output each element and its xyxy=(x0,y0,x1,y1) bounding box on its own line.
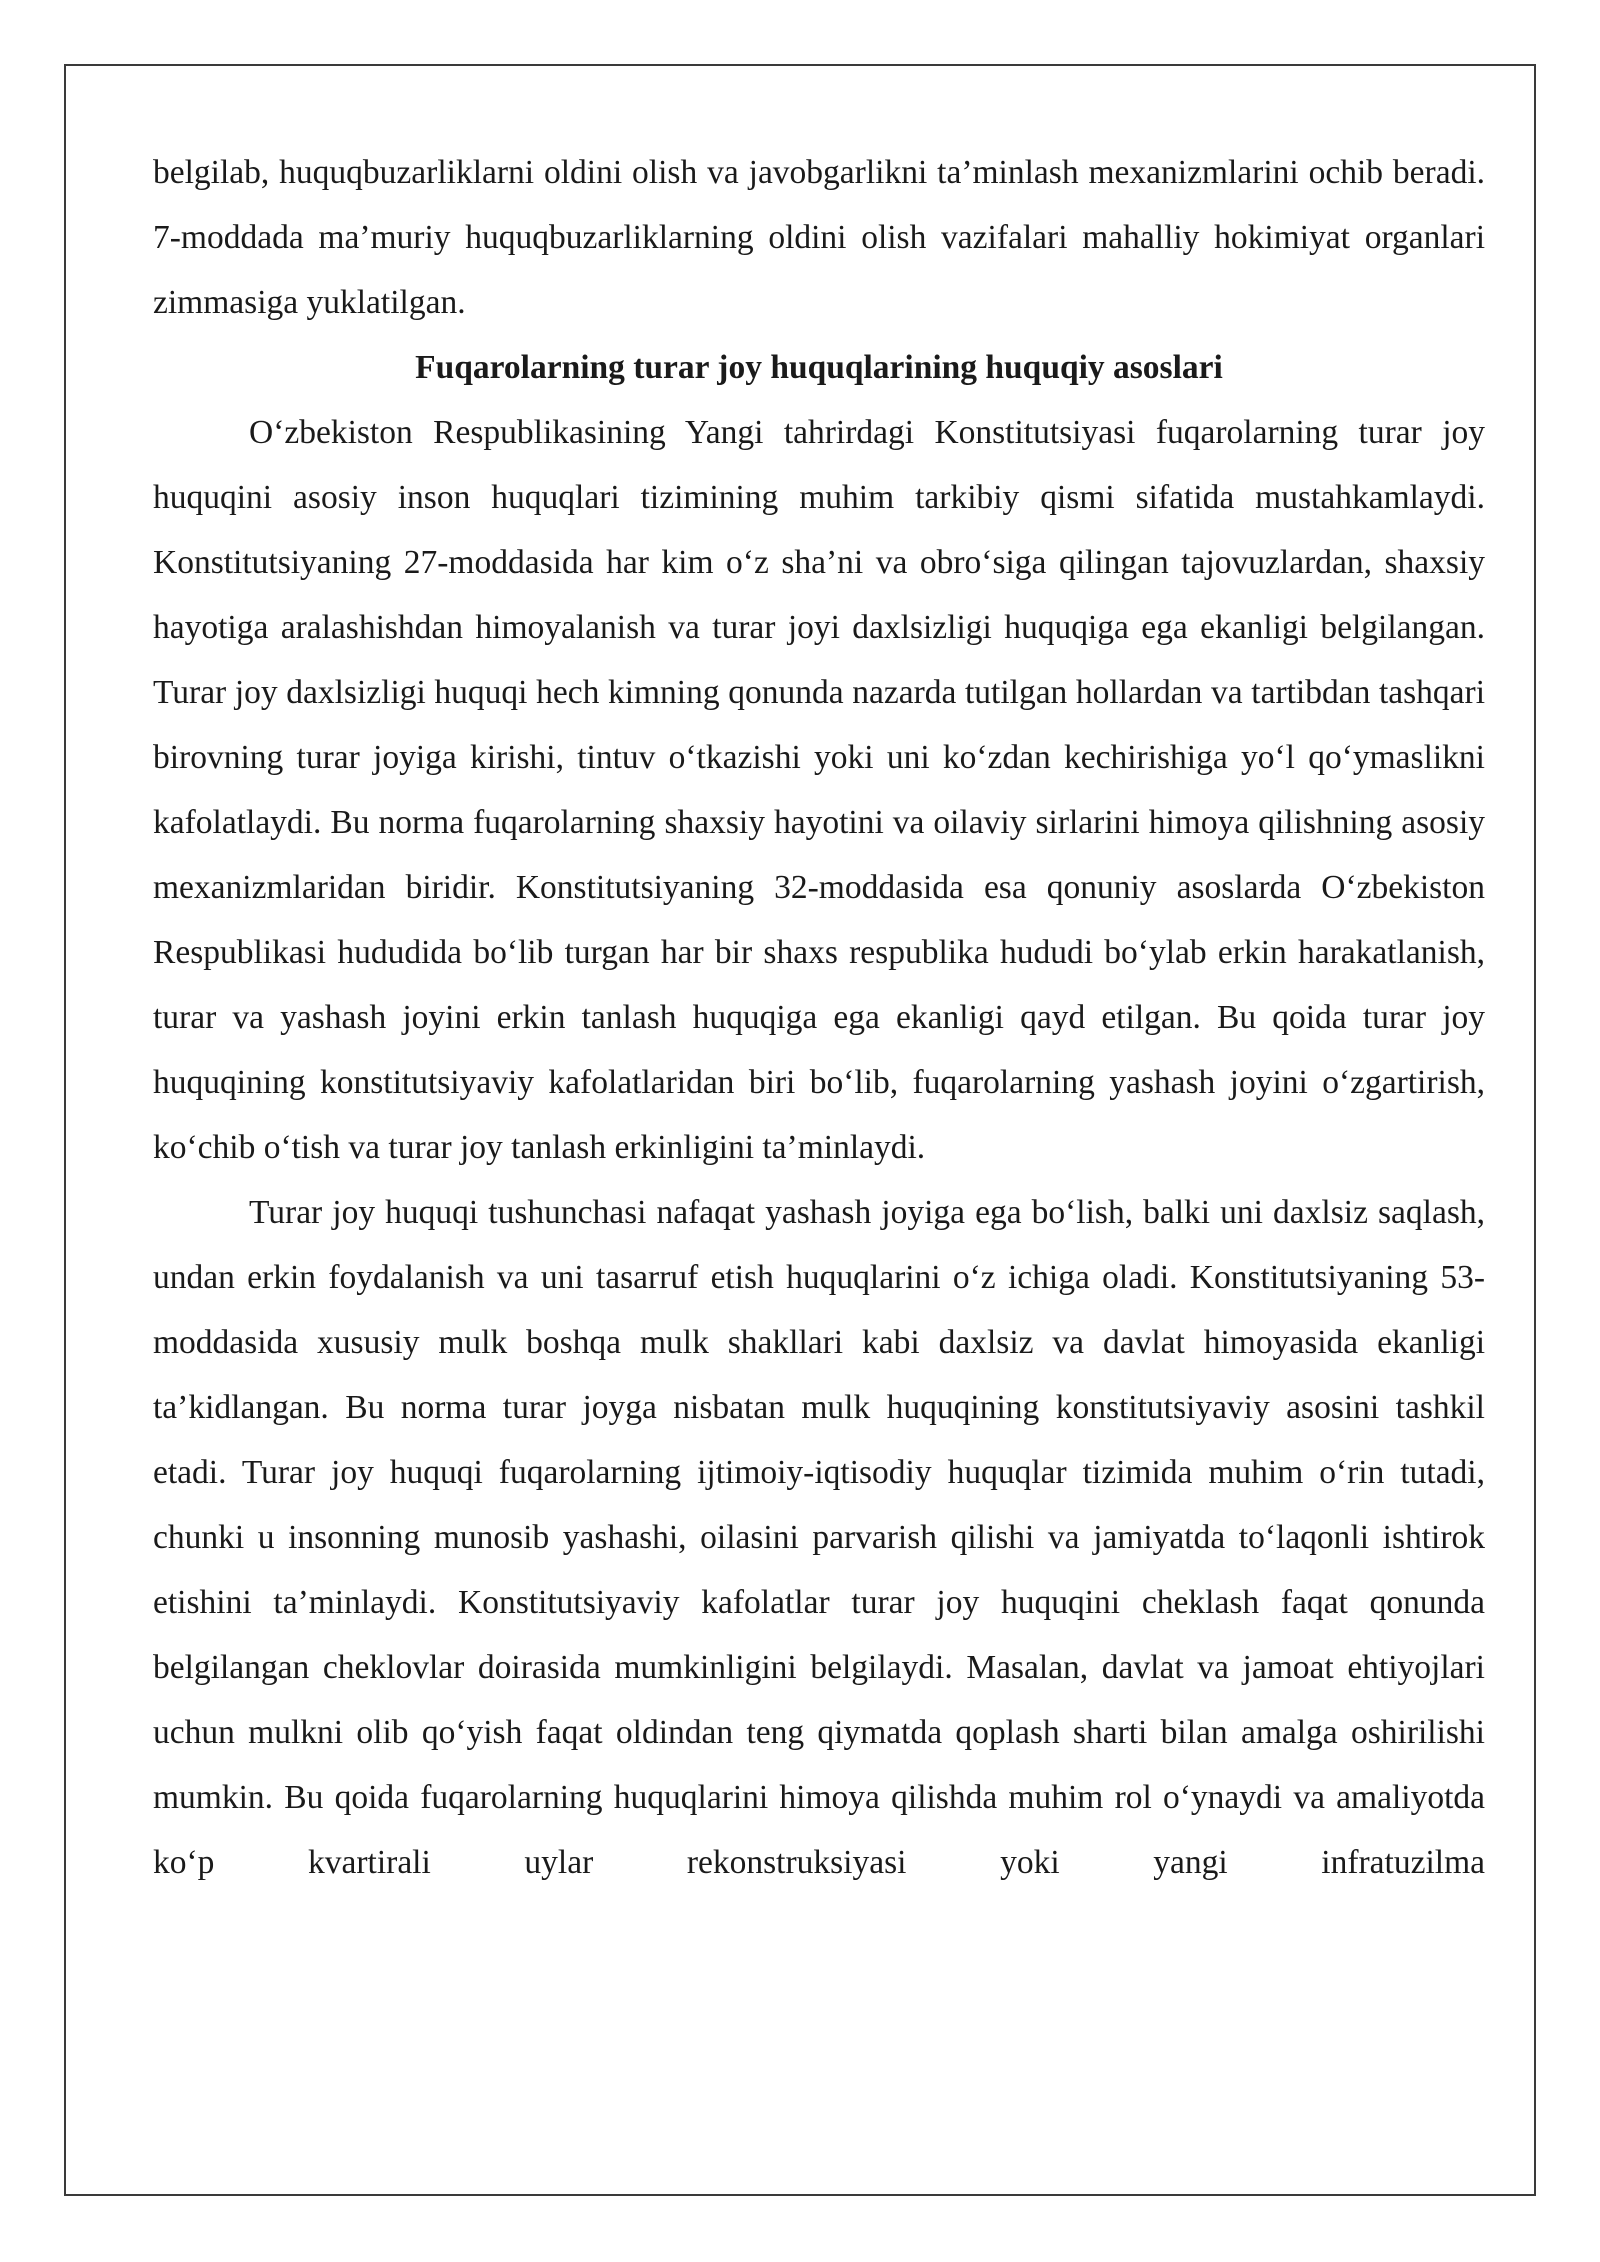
paragraph-constitution-rights: O‘zbekiston Respublikasining Yangi tahrirdagi Konstitutsiyasi fuqarolarning turar joy huquqini asosiy inson huquqlari tizimining muhim tarkibiy qismi sifatida mustahkamlaydi. Konstitutsiyaning 27-moddasida har kim o‘z sha’ni va obro‘siga qilingan tajovuzlardan, shaxsiy hayotiga aralashishdan himoyalanish va turar joyi daxlsizligi huquqiga ega ekanligi belgilangan. Turar joy daxlsizligi huquqi hech kimning qonunda nazarda tutilgan hollardan va tartibdan tashqari birovning turar joyiga kirishi, tintuv o‘tkazishi yoki uni ko‘zdan kechirishiga yo‘l qo‘ymaslikni kafolatlaydi. Bu norma fuqarolarning shaxsiy hayotini va oilaviy sirlarini himoya qilishning asosiy mexanizmlaridan biridir. Konstitutsiyaning 32-moddasida esa qonuniy asoslarda O‘zbekiston Respublikasi hududida bo‘lib turgan har bir shaxs respublika hududi bo‘ylab erkin harakatlanish, turar va yashash joyini erkin tanlash huquqiga ega ekanligi qayd etilgan. Bu qoida turar joy huquqining konstitutsiyaviy kafolatlaridan biri bo‘lib, fuqarolarning yashash joyini o‘zgartirish, ko‘chib o‘tish va turar joy tanlash erkinligini ta’minlaydi. xyxy=(153,414,1485,1166)
section-heading: Fuqarolarning turar joy huquqlarining huquqiy asoslari xyxy=(415,349,1223,386)
document-body xyxy=(153,140,1485,1895)
paragraph-housing-right-concept: Turar joy huquqi tushunchasi nafaqat yashash joyiga ega bo‘lish, balki uni daxlsiz saqlash, undan erkin foydalanish va uni tasarruf etish huquqlarini o‘z ichiga oladi. Konstitutsiyaning 53-moddasida xususiy mulk boshqa mulk shakllari kabi daxlsiz va davlat himoyasida ekanligi ta’kidlangan. Bu norma turar joyga nisbatan mulk huquqining konstitutsiyaviy asosini tashkil etadi. Turar joy huquqi fuqarolarning ijtimoiy-iqtisodiy huquqlar tizimida muhim o‘rin tutadi, chunki u insonning munosib yashashi, oilasini parvarish qilishi va jamiyatda to‘laqonli ishtirok etishini ta’minlaydi. Konstitutsiyaviy kafolatlar turar joy huquqini cheklash faqat qonunda belgilangan cheklovlar doirasida mumkinligini belgilaydi. Masalan, davlat va jamoat ehtiyojlari uchun mulkni olib qo‘yish faqat oldindan teng qiymatda qoplash sharti bilan amalga oshirilishi mumkin. Bu qoida fuqarolarning huquqlarini himoya qilishda muhim rol o‘ynaydi va amaliyotda ko‘p kvartirali uylar rekonstruksiyasi yoki yangi infratuzilma xyxy=(153,1194,1485,1881)
continued-paragraph: belgilab, huquqbuzarliklarni oldini olish va javobgarlikni ta’minlash mexanizmlarini ochib beradi. 7-moddada ma’muriy huquqbuzarliklarning oldini olish vazifalari mahalliy hokimiyat organlari zimmasiga yuklatilgan. xyxy=(153,154,1485,321)
